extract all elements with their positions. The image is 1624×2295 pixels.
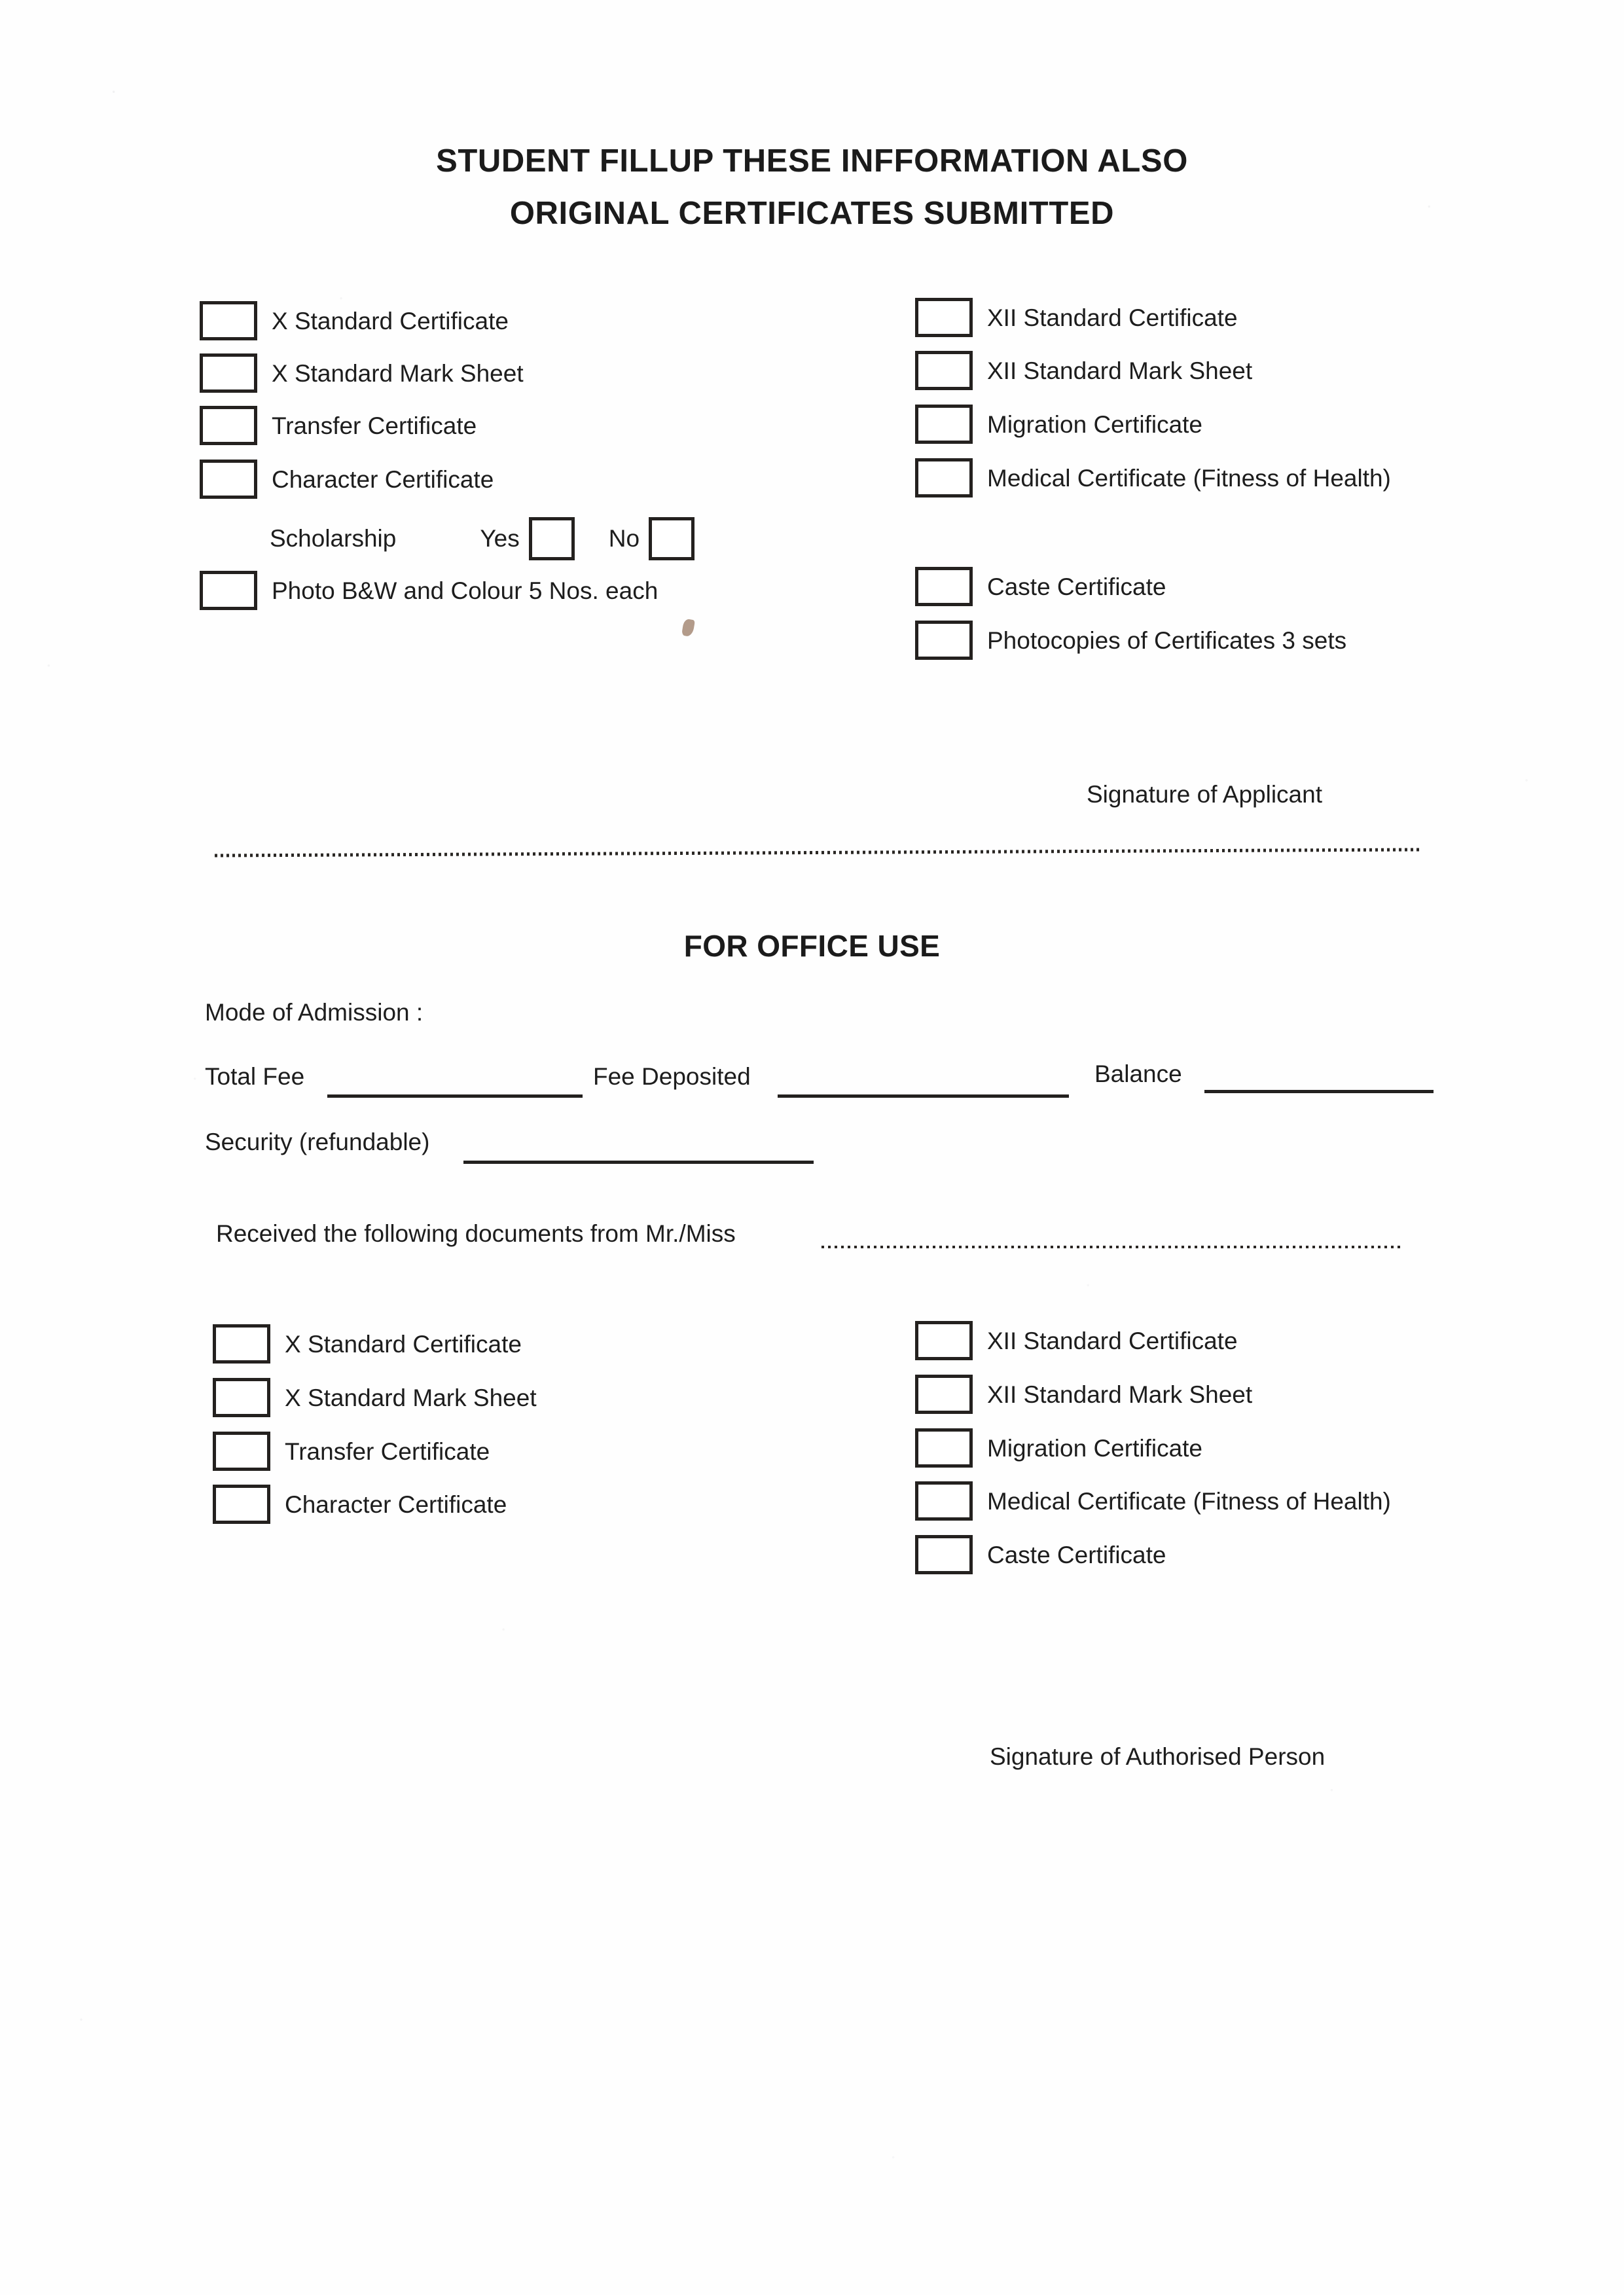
for-office-use-heading: FOR OFFICE USE — [683, 929, 941, 963]
checkbox-label: X Standard Mark Sheet — [285, 1384, 537, 1411]
checkbox-label: Transfer Certificate — [272, 412, 477, 439]
received-documents-input-dots[interactable] — [821, 1246, 1401, 1248]
checkbox-label: XII Standard Mark Sheet — [987, 1381, 1253, 1408]
balance-input-rule[interactable] — [1204, 1090, 1434, 1093]
checkbox-scholarship-yes[interactable] — [529, 517, 575, 560]
checkbox-label: Medical Certificate (Fitness of Health) — [987, 1487, 1391, 1515]
checkbox-office-migration-certificate[interactable] — [915, 1428, 973, 1468]
office-checkbox-row-medical-certificate[interactable] — [915, 1481, 1391, 1521]
checkbox-x-standard-certificate[interactable] — [200, 301, 257, 340]
section-separator-dotted-line — [215, 848, 1422, 857]
checkbox-x-standard-mark-sheet[interactable] — [200, 353, 257, 393]
fee-deposited-input-rule[interactable] — [778, 1094, 1069, 1098]
checkbox-office-x-standard-certificate[interactable] — [213, 1324, 270, 1364]
office-checkbox-row-xii-standard-mark-sheet[interactable] — [915, 1375, 1252, 1414]
checkbox-label: XII Standard Mark Sheet — [987, 357, 1253, 384]
checkbox-label: Caste Certificate — [987, 1541, 1166, 1568]
office-checkbox-row-x-standard-mark-sheet[interactable] — [213, 1378, 537, 1417]
office-checkbox-row-x-standard-certificate[interactable] — [213, 1324, 522, 1364]
scholarship-yes-label: Yes — [480, 525, 520, 552]
checkbox-office-xii-standard-certificate[interactable] — [915, 1321, 973, 1360]
signature-of-authorised-person-label: Signature of Authorised Person — [990, 1743, 1326, 1770]
balance-label: Balance — [1094, 1060, 1182, 1087]
checkbox-label: Migration Certificate — [987, 410, 1203, 438]
scholarship-no-label: No — [608, 525, 640, 552]
checkbox-migration-certificate[interactable] — [915, 405, 973, 444]
checkbox-label: Character Certificate — [272, 465, 494, 493]
checkbox-label: Photocopies of Certificates 3 sets — [987, 626, 1347, 654]
checkbox-label: Caste Certificate — [987, 573, 1166, 600]
form-title-line-1: STUDENT FILLUP THESE INFFORMATION ALSO — [436, 143, 1188, 179]
scholarship-label: Scholarship — [270, 525, 397, 552]
checkbox-office-transfer-certificate[interactable] — [213, 1432, 270, 1471]
total-fee-input-rule[interactable] — [327, 1094, 583, 1098]
checkbox-label: Character Certificate — [285, 1491, 507, 1518]
checkbox-office-x-standard-mark-sheet[interactable] — [213, 1378, 270, 1417]
checkbox-label: Transfer Certificate — [285, 1437, 490, 1465]
checkbox-photocopies-of-certificates[interactable] — [915, 621, 973, 660]
checkbox-medical-certificate[interactable] — [915, 458, 973, 497]
checkbox-row-character-certificate[interactable] — [200, 460, 494, 499]
checkbox-row-x-standard-mark-sheet[interactable] — [200, 353, 524, 393]
checkbox-office-character-certificate[interactable] — [213, 1485, 270, 1524]
mode-of-admission-label: Mode of Admission : — [205, 999, 424, 1026]
office-checkbox-row-character-certificate[interactable] — [213, 1485, 507, 1524]
office-checkbox-row-migration-certificate[interactable] — [915, 1428, 1202, 1468]
checkbox-scholarship-no[interactable] — [649, 517, 695, 560]
checkbox-label: Migration Certificate — [987, 1434, 1203, 1462]
checkbox-xii-standard-certificate[interactable] — [915, 298, 973, 337]
checkbox-row-medical-certificate[interactable] — [915, 458, 1391, 497]
received-documents-label: Received the following documents from Mr./Miss — [216, 1220, 736, 1247]
checkbox-label: XII Standard Certificate — [987, 304, 1238, 331]
checkbox-office-xii-standard-mark-sheet[interactable] — [915, 1375, 973, 1414]
checkbox-photo-bw-and-colour[interactable] — [200, 571, 257, 610]
checkbox-row-x-standard-certificate[interactable] — [200, 301, 509, 340]
checkbox-caste-certificate[interactable] — [915, 567, 973, 606]
checkbox-office-caste-certificate[interactable] — [915, 1535, 973, 1574]
checkbox-row-photocopies-of-certificates[interactable] — [915, 621, 1346, 660]
security-refundable-label: Security (refundable) — [205, 1129, 430, 1155]
office-checkbox-row-transfer-certificate[interactable] — [213, 1432, 490, 1471]
form-title-line-2: ORIGINAL CERTIFICATES SUBMITTED — [509, 196, 1115, 231]
scan-smudge-artifact — [681, 619, 695, 637]
checkbox-row-xii-standard-certificate[interactable] — [915, 298, 1238, 337]
checkbox-transfer-certificate[interactable] — [200, 406, 257, 445]
checkbox-row-caste-certificate[interactable] — [915, 567, 1166, 606]
checkbox-label: Photo B&W and Colour 5 Nos. each — [272, 577, 659, 604]
checkbox-xii-standard-mark-sheet[interactable] — [915, 351, 973, 390]
signature-of-applicant-label: Signature of Applicant — [1087, 781, 1322, 808]
checkbox-character-certificate[interactable] — [200, 460, 257, 499]
office-checkbox-row-xii-standard-certificate[interactable] — [915, 1321, 1238, 1360]
checkbox-office-medical-certificate[interactable] — [915, 1481, 973, 1521]
security-refundable-input-rule[interactable] — [463, 1161, 814, 1164]
total-fee-label: Total Fee — [205, 1063, 305, 1090]
checkbox-label: X Standard Certificate — [285, 1330, 522, 1358]
checkbox-row-photo-bw-and-colour[interactable] — [200, 571, 658, 610]
office-checkbox-row-caste-certificate[interactable] — [915, 1535, 1166, 1574]
checkbox-label: X Standard Mark Sheet — [272, 359, 524, 387]
checkbox-row-xii-standard-mark-sheet[interactable] — [915, 351, 1252, 390]
checkbox-label: X Standard Certificate — [272, 307, 509, 334]
checkbox-label: Medical Certificate (Fitness of Health) — [987, 464, 1391, 492]
scholarship-row[interactable] — [270, 517, 695, 560]
checkbox-row-transfer-certificate[interactable] — [200, 406, 477, 445]
fee-deposited-label: Fee Deposited — [593, 1063, 751, 1090]
checkbox-row-migration-certificate[interactable] — [915, 405, 1202, 444]
checkbox-label: XII Standard Certificate — [987, 1327, 1238, 1354]
